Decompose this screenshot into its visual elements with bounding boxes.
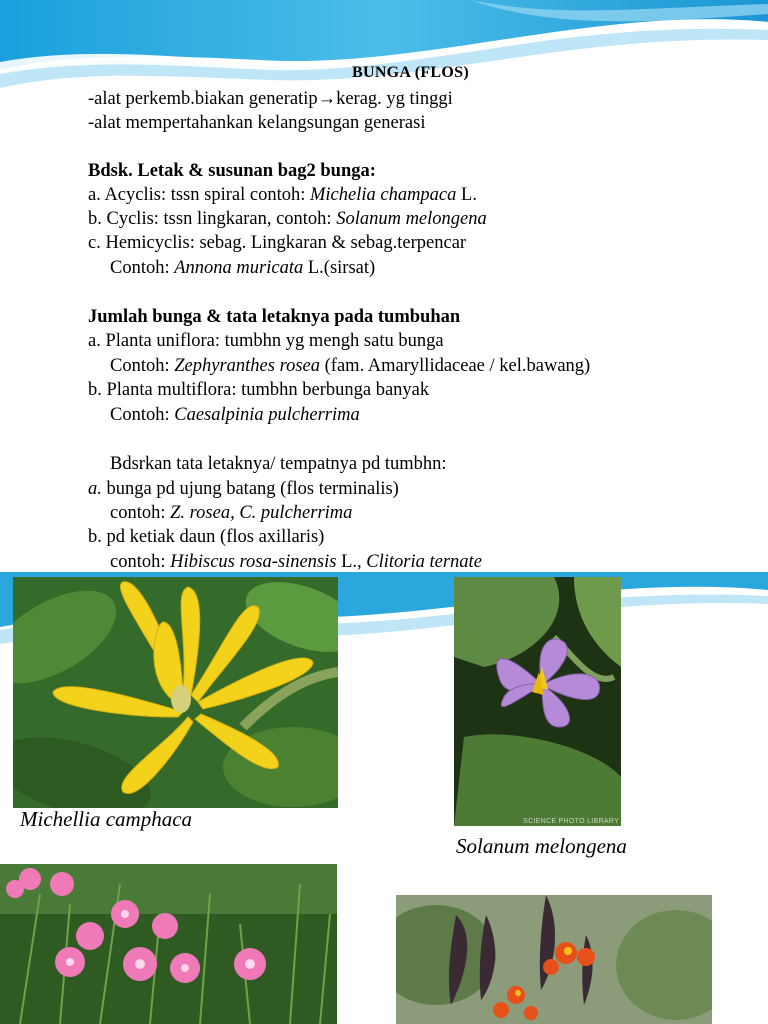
intro-line-2: -alat mempertahankan kelangsungan generasi xyxy=(88,113,426,133)
section1-item-c: c. Hemicyclis: sebag. Lingkaran & sebag.terpencar xyxy=(88,233,467,253)
species-name: Hibiscus rosa-sinensis xyxy=(170,552,337,572)
section3-heading: Bdsrkan tata letaknya/ tempatnya pd tumbhn: xyxy=(110,454,447,474)
caption-solanum: Solanum melongena xyxy=(456,834,627,858)
intro-line-1: -alat perkemb.biakan generatip→kerag. yg tinggi xyxy=(88,89,453,109)
species-name: Annona muricata xyxy=(174,258,304,278)
species-name: Zephyranthes rosea xyxy=(174,356,321,376)
section3-item-b-example: contoh: Hibiscus rosa-sinensis L., Clitoria ternate xyxy=(110,552,482,572)
section2-item-b-example: Contoh: Caesalpinia pulcherrima xyxy=(110,405,360,425)
zephyranthes-photo xyxy=(0,864,337,1024)
section1-heading: Bdsk. Letak & susunan bag2 bunga: xyxy=(88,161,376,181)
section1-item-c-example: Contoh: Annona muricata L.(sirsat) xyxy=(110,258,376,278)
section1-item-b: b. Cyclis: tssn lingkaran, contoh: Solanum melongena xyxy=(88,209,487,229)
caesalpinia-photo xyxy=(396,895,712,1024)
section2-item-a-example: Contoh: Zephyranthes rosea (fam. Amaryllidaceae / kel.bawang) xyxy=(110,356,591,376)
species-name: Solanum melongena xyxy=(336,209,487,229)
page-title: BUNGA (FLOS) xyxy=(352,64,469,81)
species-name: Michelia champaca xyxy=(309,185,457,205)
solanum-photo xyxy=(454,577,621,826)
michelia-photo xyxy=(13,577,338,808)
section3-item-a: a. bunga pd ujung batang (flos terminalis) xyxy=(88,479,399,499)
section2-heading: Jumlah bunga & tata letaknya pada tumbuhan xyxy=(88,307,461,327)
section1-item-a: a. Acyclis: tssn spiral contoh: Michelia champaca L. xyxy=(88,185,477,205)
species-name: Caesalpinia pulcherrima xyxy=(174,405,360,425)
section3-item-a-example: contoh: Z. rosea, C. pulcherrima xyxy=(110,503,353,523)
section3-item-b: b. pd ketiak daun (flos axillaris) xyxy=(88,527,325,547)
species-name: Z. rosea, C. pulcherrima xyxy=(170,503,353,523)
section2-item-b: b. Planta multiflora: tumbhn berbunga banyak xyxy=(88,380,430,400)
caption-michelia: Michellia camphaca xyxy=(20,807,193,831)
section2-item-a: a. Planta uniflora: tumbhn yg mengh satu bunga xyxy=(88,331,444,351)
photo-credit: SCIENCE PHOTO LIBRARY xyxy=(523,818,619,825)
species-name: Clitoria ternate xyxy=(366,552,482,572)
